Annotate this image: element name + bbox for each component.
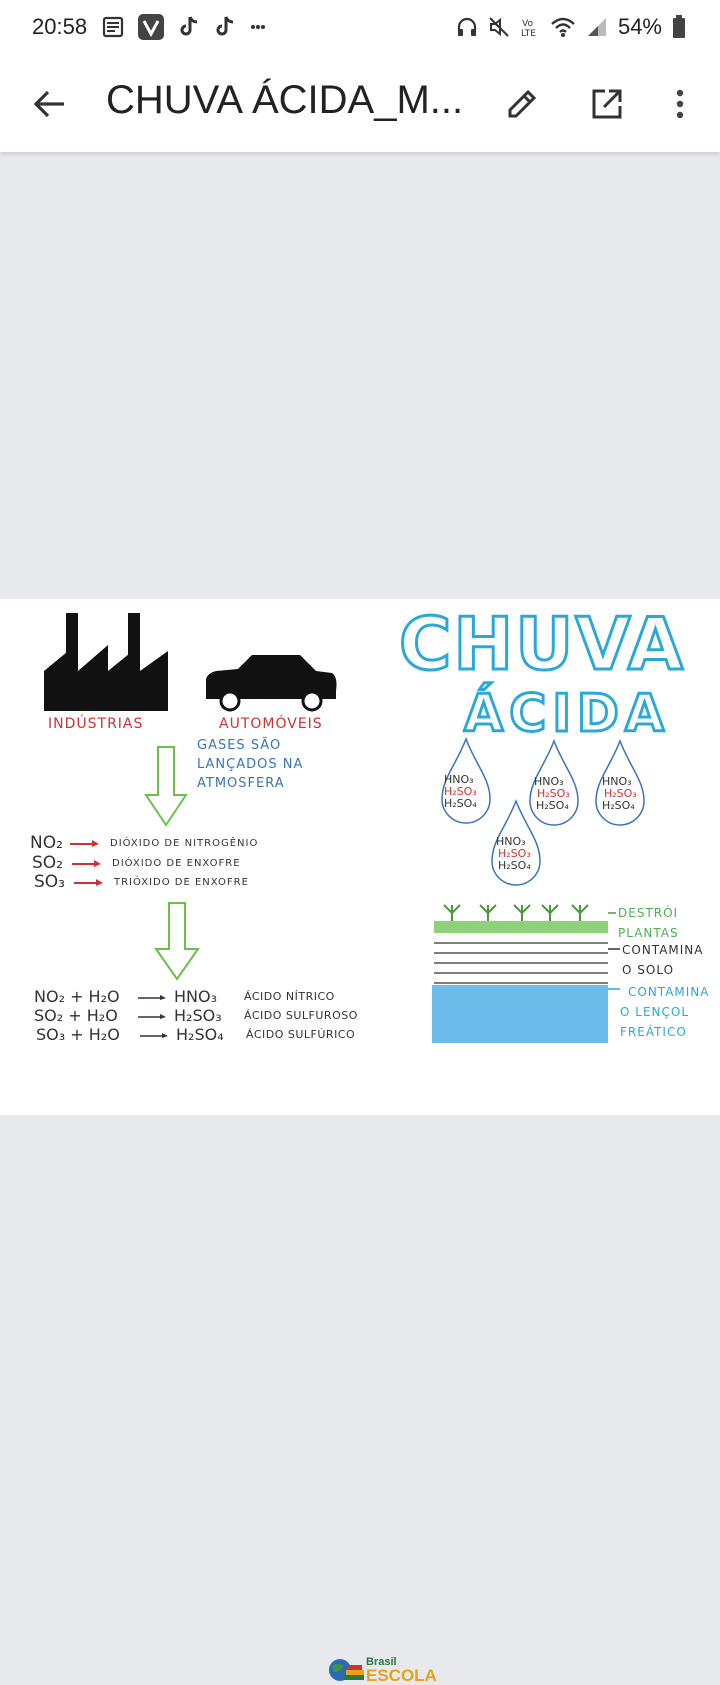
svg-text:HNO₃: HNO₃ (496, 835, 526, 848)
svg-text:H₂SO₃: H₂SO₃ (444, 785, 477, 798)
battery-icon (672, 15, 686, 39)
svg-text:H₂SO₄: H₂SO₄ (602, 799, 635, 812)
svg-text:H₂SO₃: H₂SO₃ (604, 787, 637, 800)
industries-label: INDÚSTRIAS (48, 716, 144, 732)
reaction-row: NO₂ + H₂O HNO₃ ÁCIDO NÍTRICO (34, 987, 335, 1006)
arrow-icon (138, 1011, 168, 1021)
svg-text:LTE: LTE (520, 29, 536, 38)
edit-pencil-icon (502, 84, 542, 124)
reaction-row: SO₂ + H₂O H₂SO₃ ÁCIDO SULFUROSO (34, 1006, 358, 1025)
open-external-button[interactable] (585, 82, 629, 126)
soil-cross-section (430, 899, 622, 1045)
svg-text:H₂SO₄: H₂SO₄ (536, 799, 569, 812)
battery-percent: 54% (617, 14, 662, 39)
news-icon (102, 16, 124, 38)
v-app-icon (138, 14, 164, 40)
svg-text:CHUVA: CHUVA (399, 603, 685, 686)
oxide-row: NO₂ DIÓXIDO DE NITROGÊNIO (30, 833, 259, 853)
plants-effect: DESTRÓI PLANTAS (618, 906, 679, 940)
arrow-icon (138, 992, 168, 1002)
svg-text:H₂SO₃: H₂SO₃ (537, 787, 570, 800)
back-arrow-icon (28, 82, 72, 126)
chuva-acida-title (392, 603, 692, 739)
more-vert-icon (658, 82, 702, 126)
svg-text:HNO₃: HNO₃ (602, 775, 632, 788)
soil-effect: CONTAMINA O SOLO (622, 943, 704, 977)
globe-books-icon (326, 1656, 366, 1684)
tiktok-icon (214, 15, 236, 39)
wifi-icon (550, 16, 576, 38)
cars-label: AUTOMÓVEIS (219, 716, 323, 732)
factory-icon (42, 609, 170, 713)
open-external-icon (587, 84, 627, 124)
edit-button[interactable] (500, 82, 544, 126)
status-time: 20:58 (32, 14, 88, 39)
arrow-icon (140, 1030, 170, 1040)
document-title: CHUVA ÁCIDA_M... (106, 78, 464, 122)
signal-icon (586, 16, 608, 38)
app-bar (0, 56, 720, 152)
status-bar (0, 0, 720, 56)
volte-icon (520, 16, 540, 38)
red-arrow-icon (70, 838, 100, 848)
more-options-button[interactable] (658, 82, 702, 126)
more-notifications-icon (250, 23, 266, 31)
svg-text:H₂SO₃: H₂SO₃ (498, 847, 531, 860)
water-effect: CONTAMINA O LENÇOL FREÁTICO (620, 985, 710, 1039)
gases-text: GASES SÃO LANÇADOS NA ATMOSFERA (197, 738, 304, 791)
svg-text:Vo: Vo (521, 19, 533, 29)
infographic-image[interactable] (0, 599, 720, 1685)
red-arrow-icon (72, 858, 102, 868)
back-button[interactable] (28, 82, 72, 126)
svg-text:HNO₃: HNO₃ (534, 775, 564, 788)
notification-icons (102, 14, 266, 40)
reaction-row: SO₃ + H₂O H₂SO₄ ÁCIDO SULFÚRICO (36, 1025, 356, 1044)
svg-text:HNO₃: HNO₃ (444, 773, 474, 786)
oxide-row: SO₃ TRIÓXIDO DE ENXOFRE (34, 872, 249, 892)
car-icon (204, 651, 338, 713)
brasil-escola-logo: Brasil ESCOLA (326, 1656, 437, 1684)
tiktok-icon (178, 15, 200, 39)
svg-text:H₂SO₄: H₂SO₄ (444, 797, 477, 810)
down-arrow-icon (152, 901, 202, 981)
acid-raindrops (438, 735, 654, 887)
red-arrow-icon (74, 877, 104, 887)
svg-text:H₂SO₄: H₂SO₄ (498, 859, 531, 872)
svg-text:ÁCIDA: ÁCIDA (464, 684, 676, 739)
down-arrow-icon (142, 745, 190, 827)
status-right (456, 14, 686, 40)
oxide-row: SO₂ DIÓXIDO DE ENXOFRE (32, 853, 241, 873)
muted-icon (488, 16, 510, 38)
headset-icon (456, 16, 478, 38)
